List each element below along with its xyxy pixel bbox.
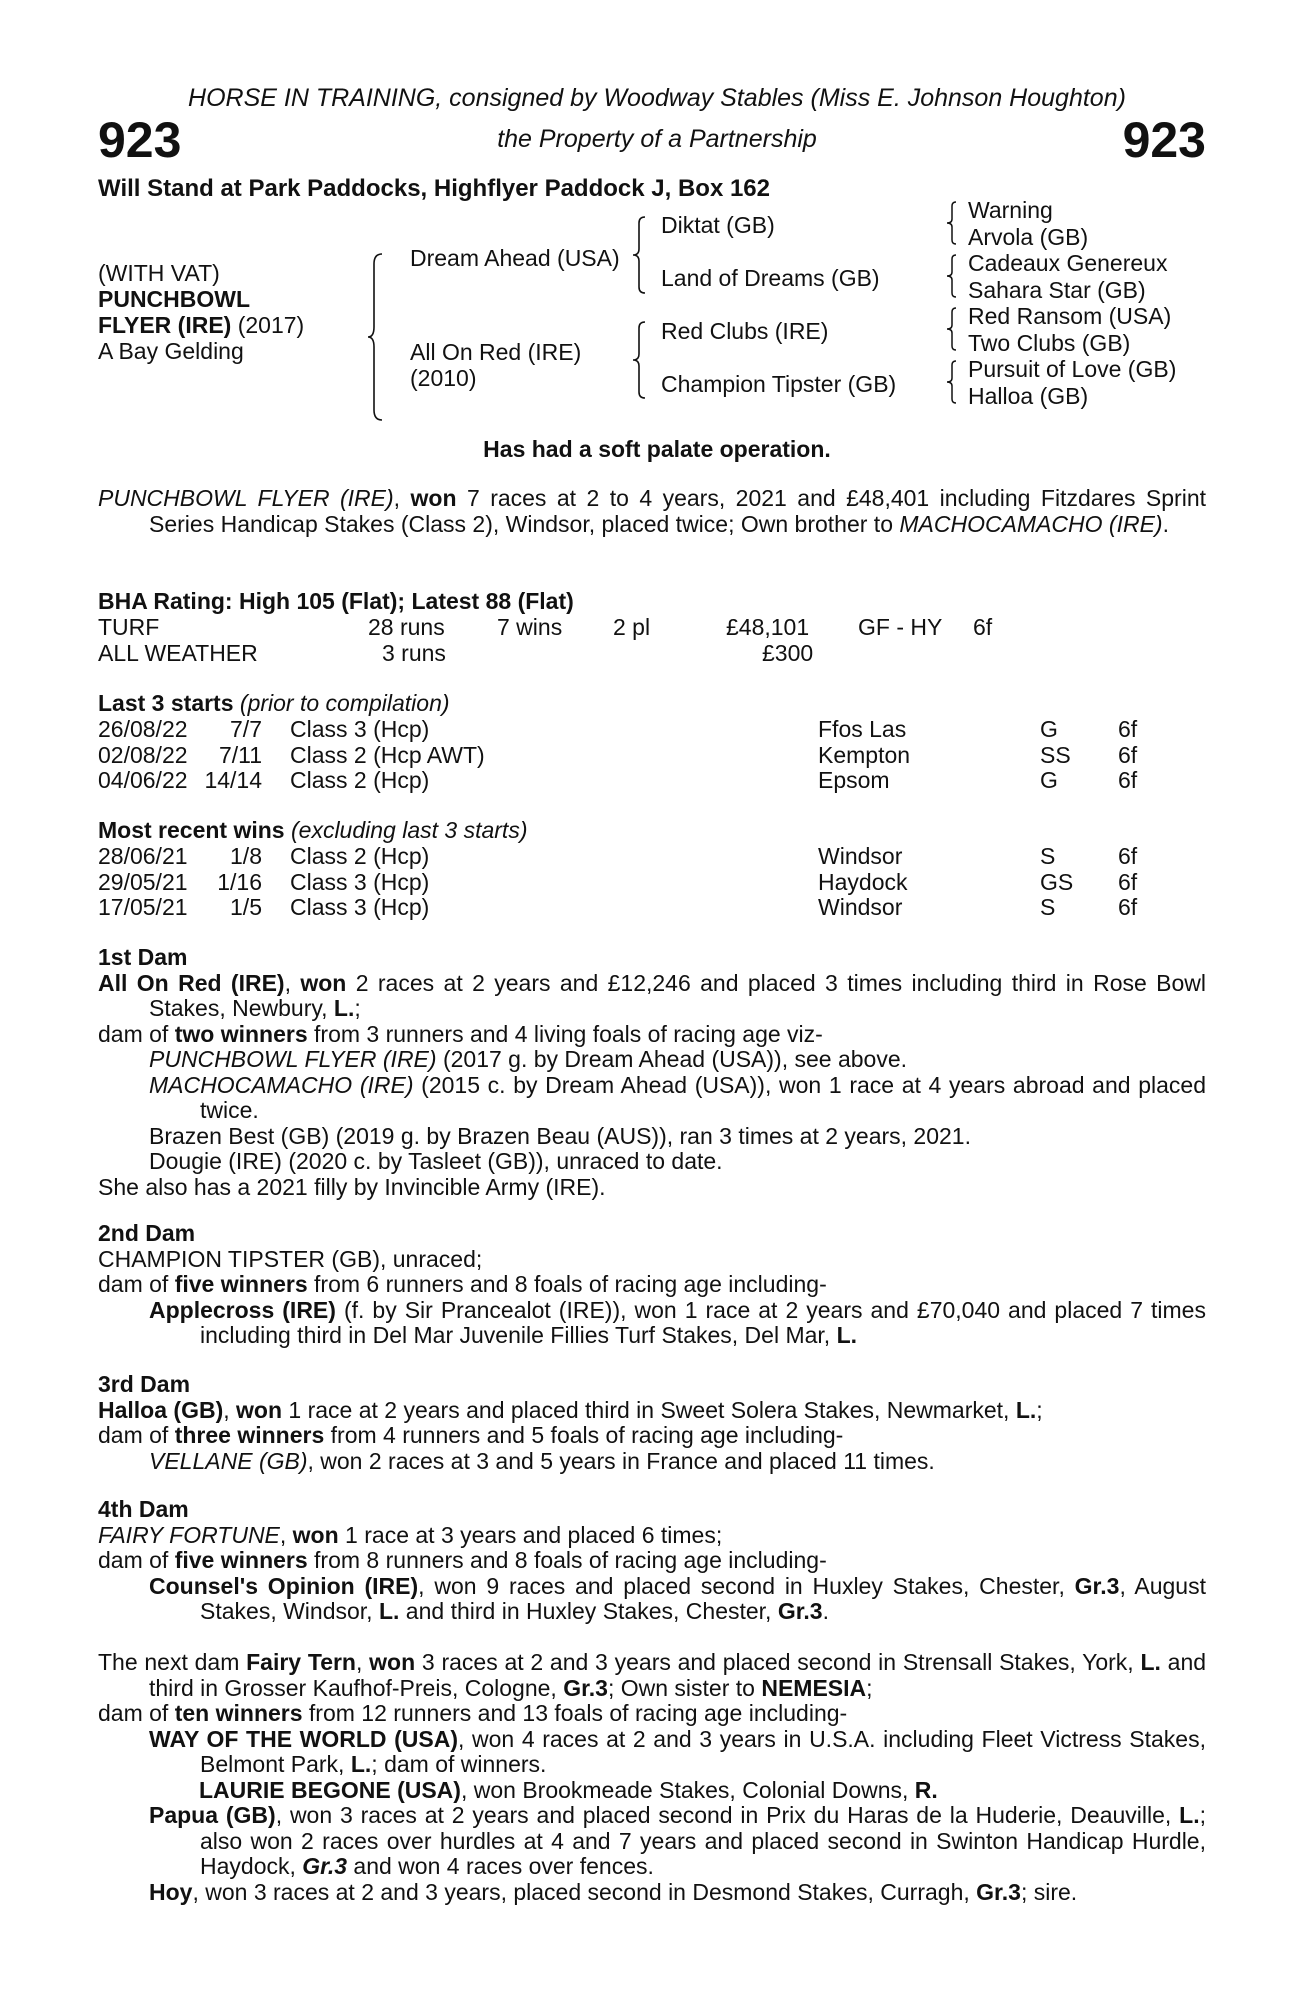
summary-text: 7 races at 2 to 4 years, 2021 and £48,401 including Fitzdares Sprint Series Handicap Stakes (Class 2), Windsor, placed twice; Own brother to <box>149 485 1207 537</box>
next-dam-progeny2-g2: Gr.3 <box>302 1853 348 1879</box>
last3-row-going: SS <box>1040 741 1071 768</box>
summary-end: . <box>1162 510 1169 537</box>
first-dam-progeny1-text: (2017 g. by Dream Ahead (USA)), see above. <box>436 1046 908 1072</box>
second-dam-winners: five winners <box>174 1271 308 1297</box>
next-dam-progeny2-text-b: ; also won 2 races over hurdles at 4 and 7 years and placed second in Swinton Handicap Hurdle, Haydock, <box>200 1802 1206 1879</box>
dam-dam: Champion Tipster (GB) <box>661 371 897 397</box>
next-dam-g1: L. <box>1140 1649 1161 1675</box>
rating-turf-earnings: £48,101 <box>726 614 810 640</box>
pedigree-brace-dam <box>633 320 649 400</box>
second-dam-progeny1-grade: L. <box>836 1322 858 1348</box>
lot-number-left: 923 <box>98 112 182 168</box>
race-summary <box>98 486 1206 537</box>
last3-row-date: 04/06/22 <box>98 767 188 793</box>
pedigree-brace-sire <box>633 215 649 295</box>
horse-description: A Bay Gelding <box>98 338 244 364</box>
bha-rating-title: BHA Rating: High 105 (Flat); Latest 88 (Flat) <box>98 588 574 614</box>
recent-wins-row-date: 17/05/21 <box>98 894 188 920</box>
recent-wins-row-pos: 1/5 <box>230 894 262 920</box>
third-dam-damof: dam of <box>98 1422 175 1448</box>
next-dam-progeny1-grade: L. <box>350 1751 372 1777</box>
last3-row-course: Ffos Las <box>818 716 907 742</box>
last3-row-race: Class 2 (Hcp) <box>290 767 430 793</box>
summary-horse-name: PUNCHBOWL FLYER (IRE) <box>98 485 394 511</box>
sire-sire-dam: Arvola (GB) <box>968 224 1089 250</box>
stand-location: Will Stand at Park Paddocks, Highflyer Paddock J, Box 162 <box>98 175 770 202</box>
dam-year: (2010) <box>410 365 477 391</box>
next-dam-progeny1-name: WAY OF THE WORLD (USA) <box>149 1725 459 1752</box>
first-dam-progeny2-name: MACHOCAMACHO (IRE) <box>149 1071 414 1098</box>
next-dam-damof: dam of <box>98 1700 175 1726</box>
fourth-dam-damof: dam of <box>98 1547 175 1573</box>
second-dam-progeny1-text: (f. by Sir Prancealot (IRE)), won 1 race at 2 years and £70,040 and placed 7 times including third in Del Mar Juvenile Fillies Turf Stakes, Del Mar, <box>200 1296 1206 1348</box>
pedigree-brace-dd <box>947 359 959 405</box>
first-dam-progeny2-text: (2015 c. by Dream Ahead (USA)), won 1 race at 4 years abroad and placed twice. <box>200 1071 1206 1123</box>
first-dam-damof: dam of <box>98 1020 175 1047</box>
horse-name-line2-wrap <box>98 312 304 338</box>
horse-year: (2017) <box>231 312 305 338</box>
third-dam-heading: 3rd Dam <box>98 1371 191 1397</box>
first-dam-text: 2 races at 2 years and £12,246 and placed 3 times including third in Rose Bowl Stakes, Newbury, <box>149 969 1207 1021</box>
summary-brother: MACHOCAMACHO (IRE) <box>899 510 1163 537</box>
pedigree-brace-main <box>368 252 388 422</box>
recent-wins-row-going: GS <box>1040 868 1074 895</box>
dam-sire-dam: Two Clubs (GB) <box>968 330 1131 356</box>
first-dam-progeny3: Brazen Best (GB) (2019 g. by Brazen Beau (AUS)), ran 3 times at 2 years, 2021. <box>149 1122 971 1149</box>
wins-subtitle: (excluding last 3 starts) <box>284 817 528 843</box>
next-dam-g2: Gr.3 <box>563 1674 608 1701</box>
wins-heading <box>98 817 527 843</box>
next-dam-progeny2-g1: L. <box>1179 1802 1200 1828</box>
recent-wins-row-going: S <box>1040 843 1056 869</box>
recent-wins-row-pos: 1/8 <box>230 843 262 869</box>
sire-dam-dam: Sahara Star (GB) <box>968 277 1146 303</box>
next-dam-progeny3-grade: Gr.3 <box>976 1878 1021 1905</box>
second-dam-progeny1-name: Applecross (IRE) <box>149 1296 336 1323</box>
third-dam-name: Halloa (GB) <box>98 1396 224 1423</box>
sire-dam-sire: Cadeaux Genereux <box>968 250 1168 276</box>
second-dam-heading: 2nd Dam <box>98 1220 196 1246</box>
rating-aw-surface: ALL WEATHER <box>98 640 258 666</box>
last3-title: Last 3 starts <box>98 690 234 716</box>
rating-aw-earnings: £300 <box>762 640 814 666</box>
recent-wins-row-dist: 6f <box>1118 843 1138 869</box>
next-dam-grandprogeny-grade: R. <box>914 1776 938 1803</box>
fourth-dam-progeny1-text-c: and third in Huxley Stakes, Chester, <box>399 1598 778 1624</box>
rating-turf-runs: 28 runs <box>368 614 445 640</box>
next-dam-progeny3-name: Hoy <box>149 1878 193 1905</box>
dam-sire: Red Clubs (IRE) <box>661 318 829 344</box>
first-dam-section: 1st Dam All On Red (IRE), won 2 races at 2 years and £12,246 and placed 3 times including third in Rose Bowl Stakes, Newbury, L.; dam of two winners from 3 runners and 4 living foals of racing age viz- PUNCHBOWL FLYER (IRE) (2017 g. by Dream Ahead (USA)), see above. MACHOCAMACHO (IRE) (2015 c. by Dream Ahead (USA)), won 1 race at 4 years abroad and placed twice. Brazen Best (GB) (2019 g. by Brazen Beau (AUS)), ran 3 times at 2 years, 2021. Dougie (IRE) (2020 c. by Tasleet (GB)), unraced to date. She also has a 2021 filly by Invincible Army (IRE). <box>98 944 1207 1200</box>
rating-aw-runs: 3 runs <box>382 640 446 666</box>
dam-name: All On Red (IRE) <box>410 339 582 365</box>
fourth-dam-heading: 4th Dam <box>98 1496 189 1522</box>
last3-subtitle: (prior to compilation) <box>233 690 450 716</box>
last3-row-course: Epsom <box>818 767 890 793</box>
fourth-dam-section: 4th Dam FAIRY FORTUNE, won 1 race at 3 years and placed 6 times; dam of five winners from 8 runners and 8 foals of racing age including- Counsel's Opinion (IRE), won 9 races and placed second in Huxley Stakes, Chester, Gr.3, August Stakes, Windsor, L. and third in Huxley Stakes, Chester, Gr.3. <box>98 1496 1206 1624</box>
last3-row-dist: 6f <box>1118 716 1138 742</box>
wins-title: Most recent wins <box>98 817 285 843</box>
first-dam-grade: L. <box>333 995 355 1021</box>
third-dam-progeny1-text: , won 2 races at 3 and 5 years in France and placed 11 times. <box>307 1447 935 1474</box>
second-dam-line1: CHAMPION TIPSTER (GB), unraced; <box>98 1245 483 1272</box>
recent-wins-row-course: Windsor <box>818 894 903 920</box>
fourth-dam-progeny1-g3: Gr.3 <box>777 1598 823 1624</box>
dam-dam-dam: Halloa (GB) <box>968 383 1089 409</box>
first-dam-end: ; <box>354 995 361 1021</box>
next-dam-progeny2-text-c: and won 4 races over fences. <box>347 1853 654 1879</box>
first-dam-winners: two winners <box>174 1020 308 1047</box>
sire-sire: Diktat (GB) <box>661 212 775 238</box>
last3-row-dist: 6f <box>1118 741 1138 768</box>
last3-row-pos: 7/11 <box>218 741 262 768</box>
last3-row-pos: 7/7 <box>230 716 262 742</box>
fourth-dam-progeny1-name: Counsel's Opinion (IRE) <box>149 1572 419 1599</box>
next-dam-grandprogeny-text: , won Brookmeade Stakes, Colonial Downs, <box>460 1776 915 1803</box>
next-dam-progeny1-text: , won 4 races at 2 and 3 years in U.S.A. including Fleet Victress Stakes, Belmont Park, <box>200 1725 1206 1777</box>
next-dam-section: The next dam Fairy Tern, won 3 races at 2 and 3 years and placed second in Strensall Stakes, York, L. and third in Grosser Kaufhof-Preis, Cologne, Gr.3; Own sister to NEMESIA; dam of ten winners from 12 runners and 13 foals of racing age including- WAY OF THE WORLD (USA), won 4 races at 2 and 3 years in U.S.A. including Fleet Victress Stakes, Belmont Park, L.; dam of winners. LAURIE BEGONE (USA), won Brookmeade Stakes, Colonial Downs, R. Papua (GB), won 3 races at 2 years and placed second in Prix du Haras de la Huderie, Deauville, L.; also won 2 races over hurdles at 4 and 7 years and placed second in Swinton Handicap Hurdle, Haydock, Gr.3 and won 4 races over fences. Hoy, won 3 races at 2 and 3 years, placed second in Desmond Stakes, Curragh, Gr.3; sire. <box>98 1649 1207 1905</box>
last3-row-course: Kempton <box>818 741 911 768</box>
third-dam-damof-post: from 4 runners and 5 foals of racing age including- <box>324 1422 844 1448</box>
first-dam-progeny4: Dougie (IRE) (2020 c. by Tasleet (GB)), unraced to date. <box>149 1148 723 1174</box>
fourth-dam-progeny1-text-b: , August Stakes, Windsor, <box>200 1572 1206 1624</box>
fourth-dam-won: won <box>292 1521 339 1548</box>
fourth-dam-name: FAIRY FORTUNE <box>98 1521 280 1548</box>
fourth-dam-progeny1-g2: L. <box>378 1598 400 1624</box>
recent-wins-row-race: Class 3 (Hcp) <box>290 868 430 895</box>
third-dam-end: ; <box>1036 1396 1043 1423</box>
next-dam-text-c: ; Own sister to <box>607 1674 762 1701</box>
next-dam-name: Fairy Tern <box>246 1649 356 1675</box>
fourth-dam-progeny1-g1: Gr.3 <box>1074 1572 1120 1599</box>
dam-sire-sire: Red Ransom (USA) <box>968 303 1172 329</box>
last3-row-dist: 6f <box>1118 767 1138 793</box>
next-dam-progeny2-name: Papua (GB) <box>149 1802 276 1828</box>
rating-turf-dist: 6f <box>973 614 993 640</box>
recent-wins-row-race: Class 2 (Hcp) <box>290 843 430 869</box>
last3-row-race: Class 3 (Hcp) <box>290 716 430 742</box>
third-dam-text: 1 race at 2 years and placed third in Sweet Solera Stakes, Newmarket, <box>282 1396 1016 1423</box>
sire-name: Dream Ahead (USA) <box>410 245 620 271</box>
dam-dam-sire: Pursuit of Love (GB) <box>968 356 1177 382</box>
next-dam-text-b: and third in Grosser Kaufhof-Preis, Cologne, <box>149 1649 1207 1701</box>
recent-wins-row-race: Class 3 (Hcp) <box>290 894 430 920</box>
recent-wins-row-course: Haydock <box>818 868 908 895</box>
third-dam-section: 3rd Dam Halloa (GB), won 1 race at 2 years and placed third in Sweet Solera Stakes, Newmarket, L.; dam of three winners from 4 runners and 5 foals of racing age including- VELLANE (GB), won 2 races at 3 and 5 years in France and placed 11 times. <box>98 1372 1206 1474</box>
consignor-line: HORSE IN TRAINING, consigned by Woodway Stables (Miss E. Johnson Houghton) <box>188 84 1126 112</box>
next-dam-progeny3-text: , won 3 races at 2 and 3 years, placed second in Desmond Stakes, Curragh, <box>192 1878 977 1905</box>
third-dam-progeny1-name: VELLANE (GB) <box>149 1447 308 1474</box>
second-dam-damof-post: from 6 runners and 8 foals of racing age including- <box>307 1271 827 1297</box>
first-dam-damof-post: from 3 runners and 4 living foals of racing age viz- <box>307 1020 823 1047</box>
sire-sire-sire: Warning <box>968 197 1053 223</box>
first-dam-filly-note: She also has a 2021 filly by Invincible Army (IRE). <box>98 1173 606 1200</box>
next-dam-progeny1-end: ; dam of winners. <box>371 1751 547 1777</box>
second-dam-damof: dam of <box>98 1271 175 1297</box>
horse-name-line1: PUNCHBOWL <box>98 286 251 312</box>
first-dam-heading: 1st Dam <box>98 944 188 970</box>
last3-row-pos: 14/14 <box>204 767 262 793</box>
lot-number-right: 923 <box>1122 112 1206 168</box>
next-dam-end: ; <box>866 1674 873 1701</box>
sire-dam: Land of Dreams (GB) <box>661 265 880 291</box>
recent-wins-row-pos: 1/16 <box>217 868 262 895</box>
next-dam-damof-post: from 12 runners and 13 foals of racing age including- <box>302 1700 848 1726</box>
third-dam-winners: three winners <box>174 1422 325 1448</box>
fourth-dam-damof-post: from 8 runners and 8 foals of racing age including- <box>307 1547 827 1573</box>
next-dam-progeny2-text-a: , won 3 races at 2 years and placed second in Prix du Haras de la Huderie, Deauville, <box>275 1802 1180 1828</box>
next-dam-won: won <box>369 1649 416 1675</box>
rating-turf-surface: TURF <box>98 614 160 640</box>
operation-note: Has had a soft palate operation. <box>483 436 831 462</box>
recent-wins-row-dist: 6f <box>1118 894 1138 920</box>
next-dam-text-a: 3 races at 2 and 3 years and placed second in Strensall Stakes, York, <box>415 1649 1141 1675</box>
pedigree-brace-sd <box>947 253 959 299</box>
next-dam-progeny3-end: ; sire. <box>1020 1878 1078 1905</box>
first-dam-progeny1-name: PUNCHBOWL FLYER (IRE) <box>149 1046 437 1072</box>
first-dam-name: All On Red (IRE) <box>98 969 285 996</box>
last3-row-date: 02/08/22 <box>98 741 188 768</box>
recent-wins-row-dist: 6f <box>1118 868 1138 895</box>
third-dam-won: won <box>236 1396 283 1423</box>
recent-wins-row-date: 28/06/21 <box>98 843 188 869</box>
next-dam-winners: ten winners <box>174 1700 303 1726</box>
horse-name-line2: FLYER (IRE) <box>98 312 232 338</box>
fourth-dam-text: 1 race at 3 years and placed 6 times; <box>338 1521 723 1548</box>
rating-turf-wins: 7 wins <box>497 614 563 640</box>
summary-won: won <box>410 485 457 511</box>
vat-note: (WITH VAT) <box>98 260 220 286</box>
second-dam-section <box>98 1221 1206 1349</box>
fourth-dam-winners: five winners <box>174 1547 308 1573</box>
recent-wins-row-going: S <box>1040 894 1056 920</box>
pedigree-table <box>98 197 1218 423</box>
last3-row-date: 26/08/22 <box>98 716 188 742</box>
fourth-dam-progeny1-end: . <box>822 1598 829 1624</box>
last3-row-race: Class 2 (Hcp AWT) <box>290 741 485 768</box>
pedigree-brace-ds <box>947 306 959 352</box>
next-dam-intro: The next dam <box>98 1649 247 1675</box>
recent-wins-row-course: Windsor <box>818 843 903 869</box>
fourth-dam-progeny1-text-a: , won 9 races and placed second in Huxley Stakes, Chester, <box>418 1572 1075 1599</box>
first-dam-won: won <box>300 969 347 996</box>
recent-wins-row-date: 29/05/21 <box>98 868 188 895</box>
last3-row-going: G <box>1040 716 1058 742</box>
property-line: the Property of a Partnership <box>497 125 817 153</box>
last3-heading <box>98 690 450 716</box>
rating-turf-going: GF - HY <box>858 614 943 640</box>
third-dam-grade: L. <box>1015 1396 1037 1423</box>
pedigree-brace-ss <box>947 200 959 246</box>
last3-row-going: G <box>1040 767 1058 793</box>
next-dam-sister: NEMESIA <box>761 1674 867 1701</box>
next-dam-grandprogeny-name: LAURIE BEGONE (USA) <box>199 1776 461 1803</box>
summary-sep: , <box>393 485 411 511</box>
rating-turf-placed: 2 pl <box>613 614 651 640</box>
